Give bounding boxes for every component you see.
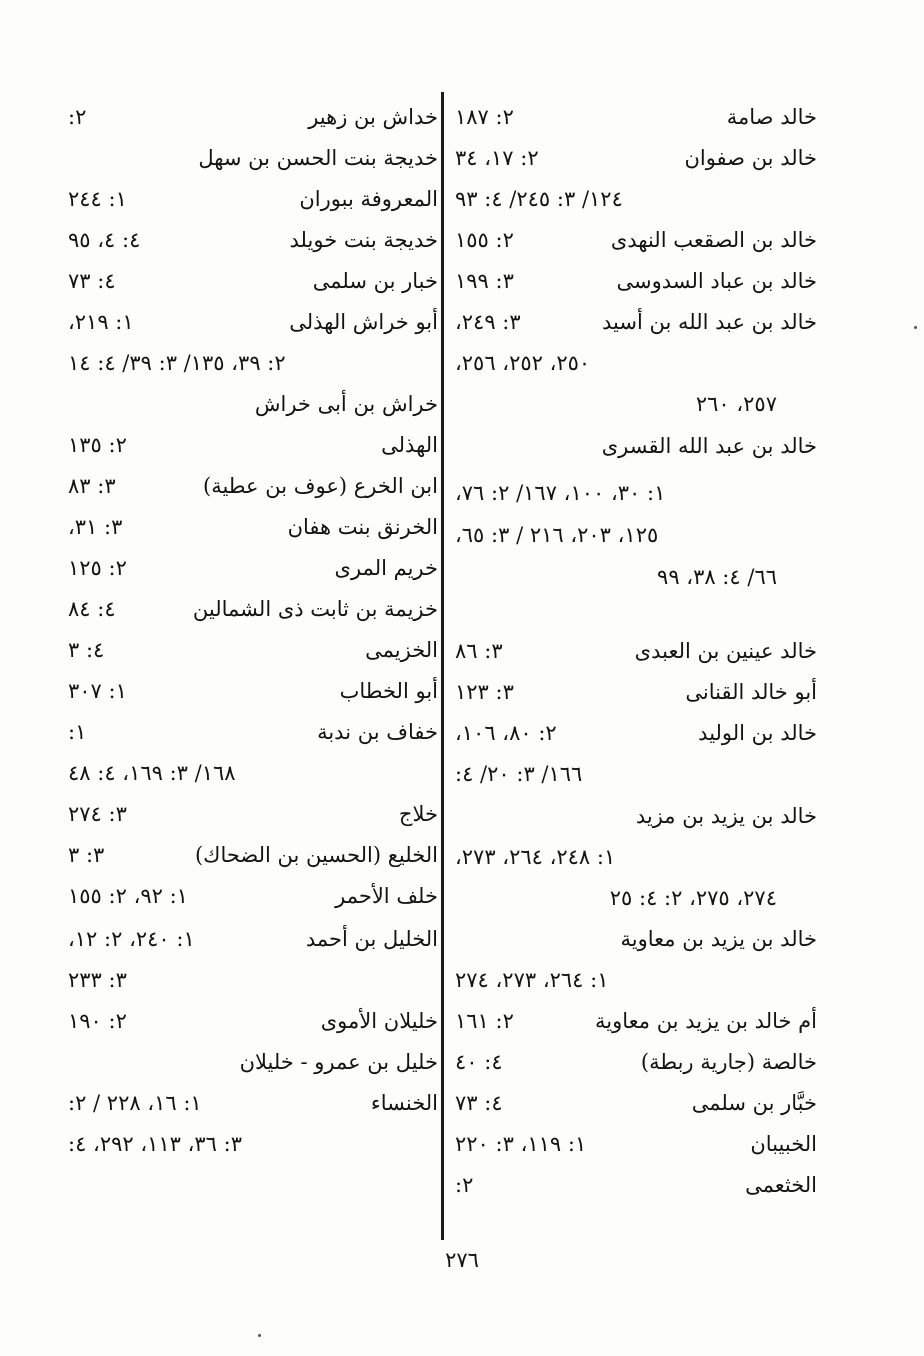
entry-name: خراش بن أبى خراش: [254, 392, 438, 416]
entry-name: الخليل بن أحمد: [305, 927, 438, 951]
index-continuation-line: [455, 343, 817, 383]
page-references: ٣: ١٩٩: [455, 269, 514, 293]
entry-name: خليلان الأموى: [320, 1009, 438, 1033]
page-references: ٤: ٤٠: [455, 1050, 503, 1074]
page-references: ١: ٢٤٠، ٢: ١٢،: [68, 927, 195, 951]
page-references: ١٦٨/ ٣: ١٦٩، ٤: ٤٨: [68, 761, 236, 785]
index-continuation-line: [68, 753, 438, 793]
entry-name: أبو خراش الهذلى: [289, 310, 438, 334]
page-references: ١: ٢٤٤: [68, 187, 127, 211]
page-references: ٢: ١٢٥: [68, 556, 127, 580]
page-references: ٢: ٣٩، ١٣٥/ ٣: ٣٩/ ٤: ١٤: [68, 351, 286, 375]
page-references: ٤: ٣: [68, 638, 105, 662]
page-references: ٢: ١٧، ٣٤: [455, 146, 539, 170]
page-references: ٣: ٢٣٣: [68, 968, 127, 992]
page-references: ١٢٤/ ٣: ٢٤٥/ ٤: ٩٣: [455, 187, 623, 211]
print-speck: [258, 1334, 261, 1337]
page-references: ٢٥٠، ٢٥٢، ٢٥٦،: [455, 351, 591, 375]
index-entry: [455, 138, 817, 178]
index-entry: [455, 713, 817, 753]
page-references: ٢: ١٦١: [455, 1009, 514, 1033]
index-entry: [68, 261, 438, 301]
entry-name: أم خالد بن يزيد بن معاوية: [595, 1009, 817, 1033]
index-entry: [68, 671, 438, 711]
index-entry: [68, 589, 438, 629]
index-entry: [68, 1042, 438, 1082]
index-entry: [455, 919, 817, 959]
index-continuation-line: [68, 1124, 438, 1164]
page-references: ٤: ٨٤: [68, 597, 116, 621]
entry-name: خديجة بنت الحسن بن سهل: [198, 146, 438, 170]
page-references: ١: ٩٢، ٢: ١٥٥: [68, 884, 188, 908]
index-entry: [455, 796, 817, 836]
print-speck: [914, 326, 917, 329]
page-references: ١: ٣٠، ١٠٠، ١٦٧/ ٢: ٧٦،: [455, 481, 666, 505]
index-entry: [455, 1165, 817, 1205]
index-entry: [455, 1083, 817, 1123]
index-entry: [68, 384, 438, 424]
index-continuation-line: [455, 384, 817, 424]
index-continuation-line: [455, 473, 817, 513]
index-entry: [68, 425, 438, 465]
page-references: ٣: ٨٦: [455, 639, 503, 663]
index-entry: [455, 1124, 817, 1164]
entry-name: خالد بن عبد الله القسرى: [601, 434, 817, 458]
entry-name: خريم المرى: [334, 556, 438, 580]
entry-name: خالد صامة: [726, 105, 817, 129]
page-references: ٢:: [68, 105, 87, 129]
entry-name: الهذلى: [381, 433, 438, 457]
entry-name: ابن الخرع (عوف بن عطية): [203, 474, 438, 498]
index-entry: [455, 97, 817, 137]
entry-name: الخبيبان: [750, 1132, 817, 1156]
entry-name: خالد بن صفوان: [684, 146, 817, 170]
entry-name: خفاف بن ندبة: [317, 720, 438, 744]
entry-name: المعروفة ببوران: [299, 187, 438, 211]
index-entry: [68, 919, 438, 959]
index-continuation-line: [68, 960, 438, 1000]
index-entry: [68, 548, 438, 588]
page-references: ١: ٢٦٤، ٢٧٣، ٢٧٤: [455, 968, 609, 992]
page-references: ١: ١١٩، ٣: ٢٢٠: [455, 1132, 587, 1156]
page-references: ٤: ٧٣: [68, 269, 116, 293]
entry-name: أبو الخطاب: [339, 679, 438, 703]
index-entry: [455, 1001, 817, 1041]
index-entry: [455, 261, 817, 301]
entry-name: خبَّار بن سلمى: [691, 1091, 817, 1115]
entry-name: الخرنق بنت هفان: [287, 515, 438, 539]
index-continuation-line: [455, 515, 817, 555]
entry-name: الخزيمى: [365, 638, 438, 662]
page-references: ١: ٢٤٨، ٢٦٤، ٢٧٣،: [455, 845, 616, 869]
entry-name: خليل بن عمرو - خليلان: [239, 1050, 438, 1074]
index-entry: [455, 426, 817, 466]
page-references: ٣: ٢٧٤: [68, 802, 127, 826]
page-references: ٢: ١٨٧: [455, 105, 514, 129]
entry-name: خالصة (جارية ربطة): [640, 1050, 817, 1074]
column-divider: [441, 92, 444, 1240]
index-entry: [68, 138, 438, 178]
page-references: ٢: ١٣٥: [68, 433, 127, 457]
entry-name: خالد بن عباد السدوسى: [616, 269, 817, 293]
index-continuation-line: [455, 837, 817, 877]
index-entry: [455, 302, 817, 342]
index-continuation-line: [455, 960, 817, 1000]
index-entry: [68, 630, 438, 670]
entry-name: خالد بن الوليد: [698, 721, 817, 745]
page-references: ٢: ١٩٠: [68, 1009, 127, 1033]
index-continuation-line: [68, 343, 438, 383]
index-entry: [68, 876, 438, 916]
page-references: ٣: ٨٣: [68, 474, 116, 498]
index-entry: [68, 97, 438, 137]
index-entry: [68, 794, 438, 834]
page-references: ٤: ٧٣: [455, 1091, 503, 1115]
index-entry: [68, 1083, 438, 1123]
page-references: ٤: ٤، ٩٥: [68, 228, 141, 252]
entry-name: خزيمة بن ثابت ذى الشمالين: [192, 597, 438, 621]
index-entry: [68, 712, 438, 752]
entry-name: خبار بن سلمى: [312, 269, 438, 293]
page-references: ٣: ٣٦، ١١٣، ٢٩٢، ٤:: [68, 1132, 243, 1156]
entry-name: خالد بن يزيد بن مزيد: [635, 804, 817, 828]
entry-name: خلف الأحمر: [335, 884, 438, 908]
index-entry: [68, 466, 438, 506]
entry-name: خداش بن زهير: [308, 105, 438, 129]
index-entry: [68, 179, 438, 219]
index-entry: [68, 1001, 438, 1041]
index-entry: [68, 835, 438, 875]
entry-name: الخنساء: [370, 1091, 438, 1115]
entry-name: خلاج: [398, 802, 438, 826]
page-references: ١٦٦/ ٣: ٢٠/ ٤:: [455, 762, 583, 786]
page-references: ٢: ٨٠، ١٠٦،: [455, 721, 557, 745]
page-references: ١٢٥، ٢٠٣، ٢١٦ / ٣: ٦٥،: [455, 523, 659, 547]
page-references: ١: ٢١٩،: [68, 310, 134, 334]
page-references: ٣: ٢٤٩،: [455, 310, 521, 334]
index-continuation-line: [455, 557, 817, 597]
index-continuation-line: [455, 878, 817, 918]
page-references: ٣: ٣: [68, 843, 105, 867]
entry-name: خالد بن يزيد بن معاوية: [620, 927, 817, 951]
page-references: ٦٦/ ٤: ٣٨، ٩٩: [657, 565, 777, 589]
index-entry: [455, 1042, 817, 1082]
page-references: ١: ٣٠٧: [68, 679, 127, 703]
entry-name: خالد بن الصقعب النهدى: [610, 228, 817, 252]
entry-name: الخليع (الحسين بن الضحاك): [194, 843, 438, 867]
entry-name: خديجة بنت خويلد: [289, 228, 438, 252]
index-continuation-line: [455, 754, 817, 794]
index-entry: [455, 220, 817, 260]
page-references: ٢٥٧، ٢٦٠: [695, 392, 777, 416]
index-continuation-line: [455, 179, 817, 219]
entry-name: خالد بن عبد الله بن أسيد: [602, 310, 817, 334]
page-references: ٢:: [455, 1173, 474, 1197]
page-number: ٢٧٦: [445, 1248, 479, 1272]
index-entry: [455, 631, 817, 671]
page-references: ١:: [68, 720, 87, 744]
index-entry: [68, 507, 438, 547]
page-references: ٢: ١٥٥: [455, 228, 514, 252]
page-references: ٢٧٤، ٢٧٥، ٢: ٤: ٢٥: [609, 886, 777, 910]
page-references: ٣: ٣١،: [68, 515, 123, 539]
page-references: ٣: ١٢٣: [455, 680, 514, 704]
entry-name: خالد عينين بن العبدى: [634, 639, 817, 663]
index-entry: [68, 220, 438, 260]
entry-name: أبو خالد القنانى: [685, 680, 817, 704]
index-entry: [68, 302, 438, 342]
entry-name: الخثعمى: [745, 1173, 817, 1197]
page-references: ١: ١٦، ٢٢٨ / ٢:: [68, 1091, 202, 1115]
index-entry: [455, 672, 817, 712]
